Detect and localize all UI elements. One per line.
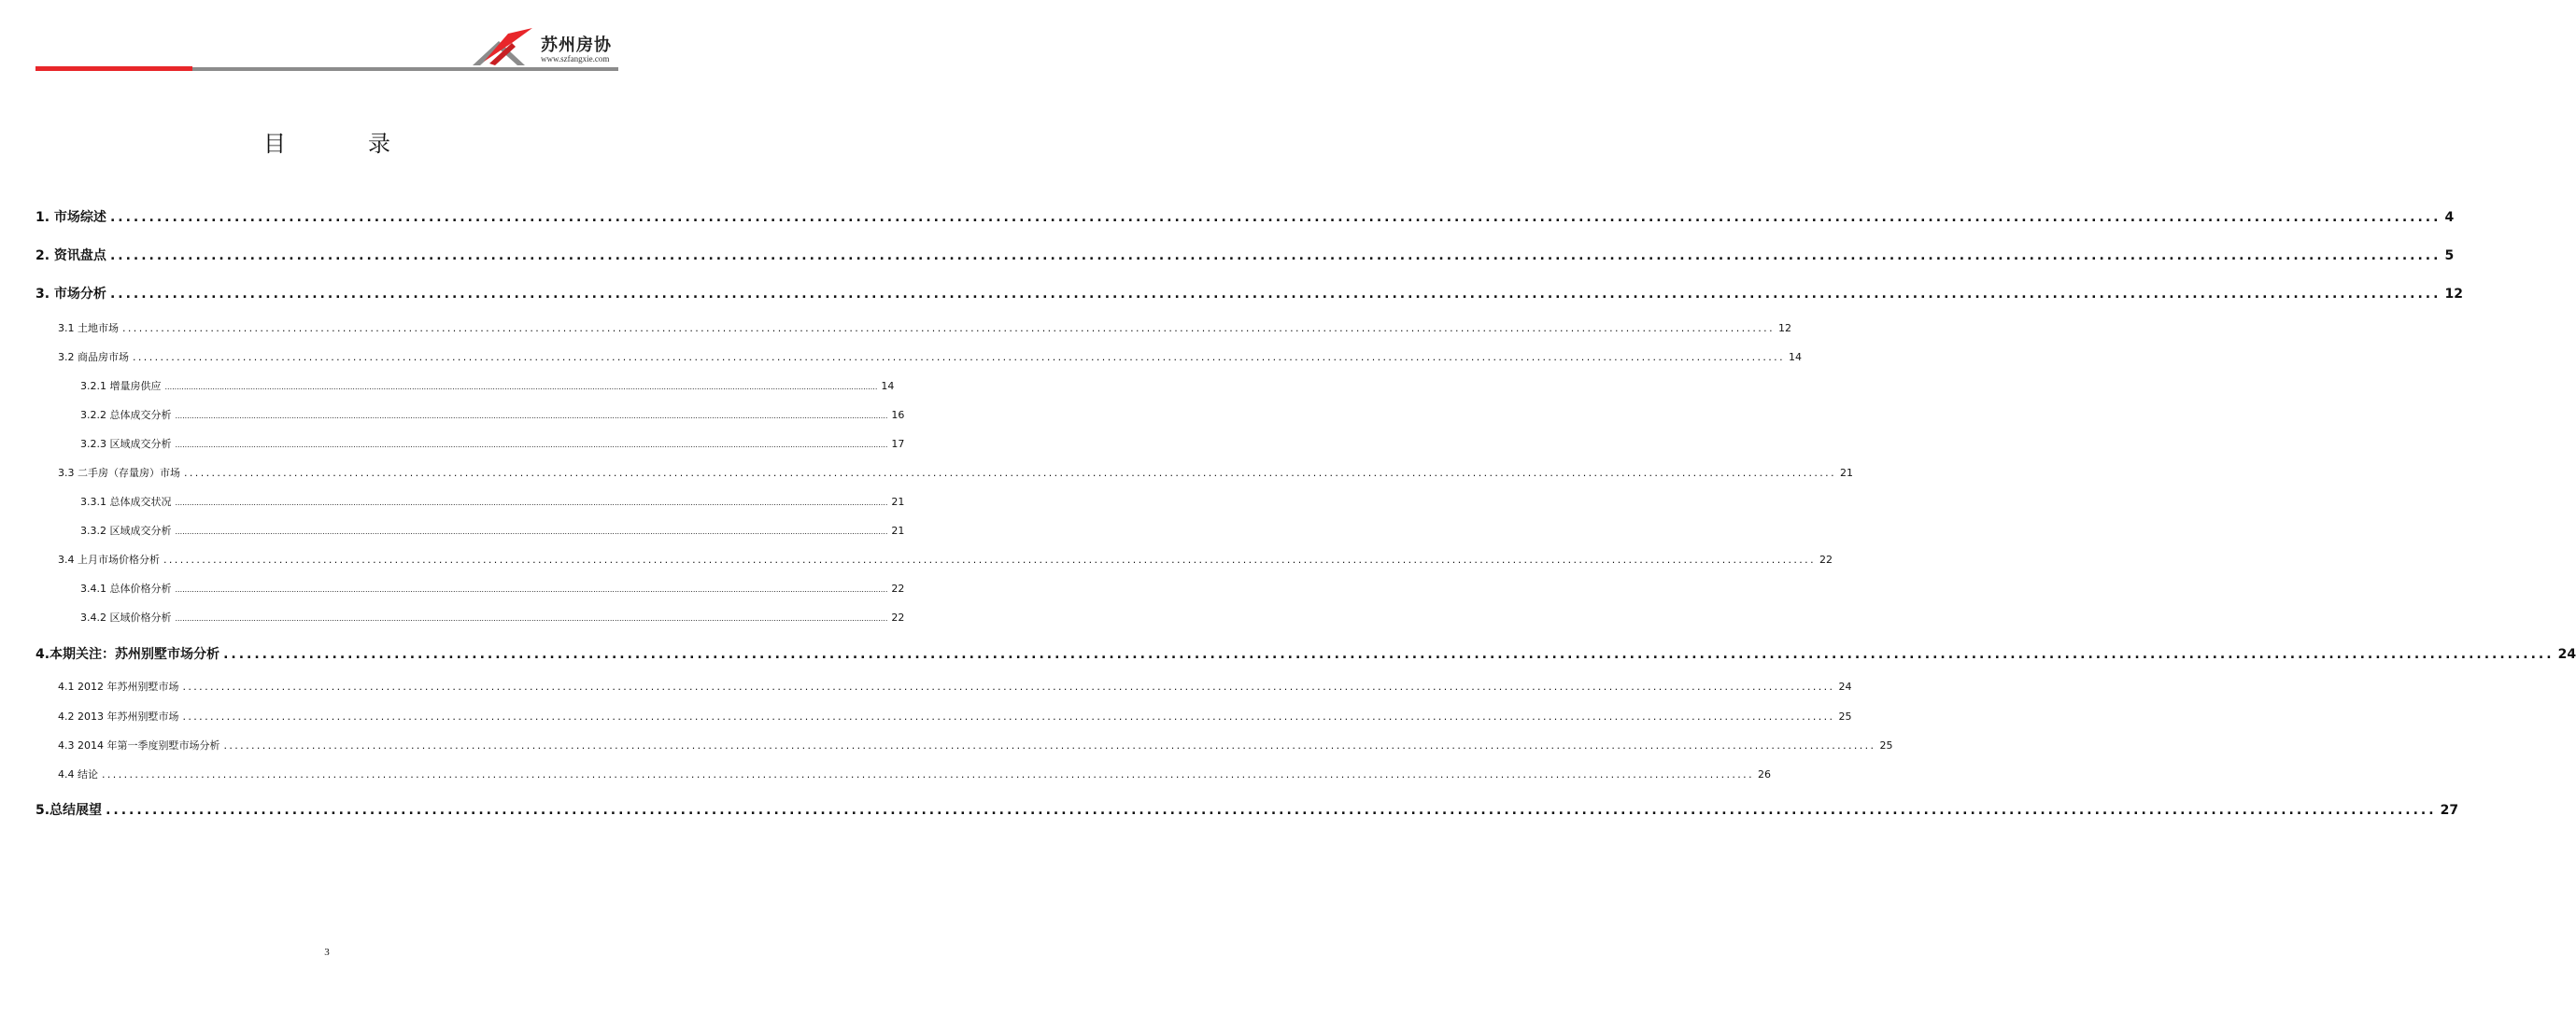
toc-leader-dots: ............................................................................................................................................................................................................................................................................................................ <box>175 528 888 536</box>
toc-entry-page: 21 <box>891 496 905 508</box>
toc-entry-label: 4.3 2014 年第一季度别墅市场分析 <box>58 739 220 752</box>
toc-entry[interactable] <box>35 800 2459 819</box>
toc-leader-dots: ............................................................................................................................................................................................................................................................................................................ <box>102 768 1754 781</box>
toc-entry-page: 22 <box>891 612 905 624</box>
toc-entry-label: 1. 市场综述 <box>35 210 106 225</box>
toc-entry-label: 3.2.1 增量房供应 <box>80 380 162 392</box>
toc-entry-label: 4.4 结论 <box>58 768 98 781</box>
toc-entry-page: 27 <box>2440 803 2459 818</box>
toc-entry[interactable] <box>58 465 1853 480</box>
toc-leader-dots: ............................................................................................................................................................................................................................................................................................................ <box>109 287 2442 302</box>
toc-entry-label: 4.1 2012 年苏州别墅市场 <box>58 681 179 693</box>
org-url: www.szfangxie.com <box>541 54 610 63</box>
toc-entry-label: 3.3 二手房（存量房）市场 <box>58 467 180 479</box>
toc-entry-page: 25 <box>1838 710 1852 723</box>
toc-leader-dots: ............................................................................................................................................................................................................................................................................................................ <box>184 467 1836 479</box>
toc-entry-page: 14 <box>1788 351 1802 363</box>
toc-entry-page: 14 <box>881 380 895 392</box>
toc-entry[interactable] <box>35 207 2455 226</box>
toc-entry[interactable] <box>80 523 905 538</box>
toc-entry[interactable] <box>58 679 1852 694</box>
toc-entry-page: 5 <box>2444 248 2455 263</box>
toc-entry[interactable] <box>58 767 1771 781</box>
toc-entry-page: 12 <box>2444 287 2463 302</box>
toc-leader-dots: ............................................................................................................................................................................................................................................................................................................ <box>175 585 888 594</box>
toc-entry[interactable] <box>35 644 2576 663</box>
toc-entry-label: 3.3.2 区域成交分析 <box>80 525 172 537</box>
toc-leader-dots: ............................................................................................................................................................................................................................................................................................................ <box>182 681 1835 693</box>
toc-leader-dots: ............................................................................................................................................................................................................................................................................................................ <box>109 210 2442 225</box>
toc-leader-dots: ............................................................................................................................................................................................................................................................................................................ <box>122 322 1775 334</box>
toc-entry-page: 22 <box>891 583 905 595</box>
toc-entry[interactable] <box>58 738 1893 753</box>
toc-entry-page: 25 <box>1879 739 1893 752</box>
header-accent-bar <box>35 66 192 71</box>
toc-entry-label: 5.总结展望 <box>35 803 103 818</box>
toc-entry[interactable] <box>80 494 905 509</box>
toc-entry-page: 12 <box>1777 322 1791 334</box>
toc-leader-dots: ............................................................................................................................................................................................................................................................................................................ <box>106 803 2437 818</box>
toc-entry-label: 3.2.3 区域成交分析 <box>80 438 172 450</box>
toc-entry[interactable] <box>58 320 1791 335</box>
toc-title-char-1: 目 <box>263 131 286 157</box>
toc-entry-page: 22 <box>1819 554 1833 566</box>
toc-entry-label: 3.4 上月市场价格分析 <box>58 554 160 566</box>
toc-entry-label: 3.4.1 总体价格分析 <box>80 583 172 595</box>
toc-leader-dots: ............................................................................................................................................................................................................................................................................................................ <box>175 412 888 420</box>
toc-leader-dots: ............................................................................................................................................................................................................................................................................................................ <box>133 351 1785 363</box>
toc-leader-dots: ............................................................................................................................................................................................................................................................................................................ <box>223 647 2555 662</box>
toc-entry-label: 4.2 2013 年苏州别墅市场 <box>58 710 179 723</box>
org-name: 苏州房协 <box>541 35 612 55</box>
toc-entry-page: 26 <box>1757 768 1771 781</box>
toc-entry-label: 2. 资讯盘点 <box>35 248 106 263</box>
toc-entry[interactable] <box>58 709 1852 724</box>
toc-entry-page: 17 <box>891 438 905 450</box>
toc-entry[interactable] <box>80 436 905 451</box>
toc-leader-dots: ............................................................................................................................................................................................................................................................................................................ <box>175 614 888 623</box>
toc-entry-label: 3.4.2 区域价格分析 <box>80 612 172 624</box>
toc-entry-page: 24 <box>1838 681 1852 693</box>
toc-entry[interactable] <box>35 284 2463 302</box>
toc-entry-label: 3.2 商品房市场 <box>58 351 129 363</box>
toc-leader-dots: ............................................................................................................................................................................................................................................................................................................ <box>164 383 878 391</box>
toc-entry[interactable] <box>58 349 1802 364</box>
toc-leader-dots: ............................................................................................................................................................................................................................................................................................................ <box>109 248 2442 263</box>
toc-leader-dots: ............................................................................................................................................................................................................................................................................................................ <box>175 441 888 449</box>
page-header <box>0 0 654 75</box>
toc-leader-dots: ............................................................................................................................................................................................................................................................................................................ <box>223 739 1876 752</box>
page-number: 3 <box>324 947 330 958</box>
toc-entry-label: 3.2.2 总体成交分析 <box>80 409 172 421</box>
header-rule <box>192 67 618 71</box>
toc-entry[interactable] <box>35 246 2455 264</box>
house-logo-icon <box>471 26 538 67</box>
toc-leader-dots: ............................................................................................................................................................................................................................................................................................................ <box>175 499 888 507</box>
toc-entry-label: 3. 市场分析 <box>35 287 106 302</box>
toc-entry[interactable] <box>80 407 905 422</box>
toc-entry-label: 4.本期关注：苏州别墅市场分析 <box>35 647 220 662</box>
toc-leader-dots: ............................................................................................................................................................................................................................................................................................................ <box>182 710 1835 723</box>
toc-entry-page: 21 <box>1839 467 1853 479</box>
toc-entry[interactable] <box>80 378 895 393</box>
toc-entry-page: 21 <box>891 525 905 537</box>
toc-entry[interactable] <box>80 610 905 625</box>
toc-title-char-2: 录 <box>368 131 390 157</box>
toc-entry-label: 3.1 土地市场 <box>58 322 119 334</box>
toc-entry-page: 4 <box>2444 210 2455 225</box>
toc-entry[interactable] <box>80 581 905 596</box>
toc-leader-dots: ............................................................................................................................................................................................................................................................................................................ <box>163 554 1816 566</box>
toc-entry-label: 3.3.1 总体成交状况 <box>80 496 172 508</box>
toc-entry-page: 16 <box>891 409 905 421</box>
toc-entry-page: 24 <box>2557 647 2576 662</box>
toc-title <box>0 125 654 158</box>
toc-entry[interactable] <box>58 552 1833 567</box>
